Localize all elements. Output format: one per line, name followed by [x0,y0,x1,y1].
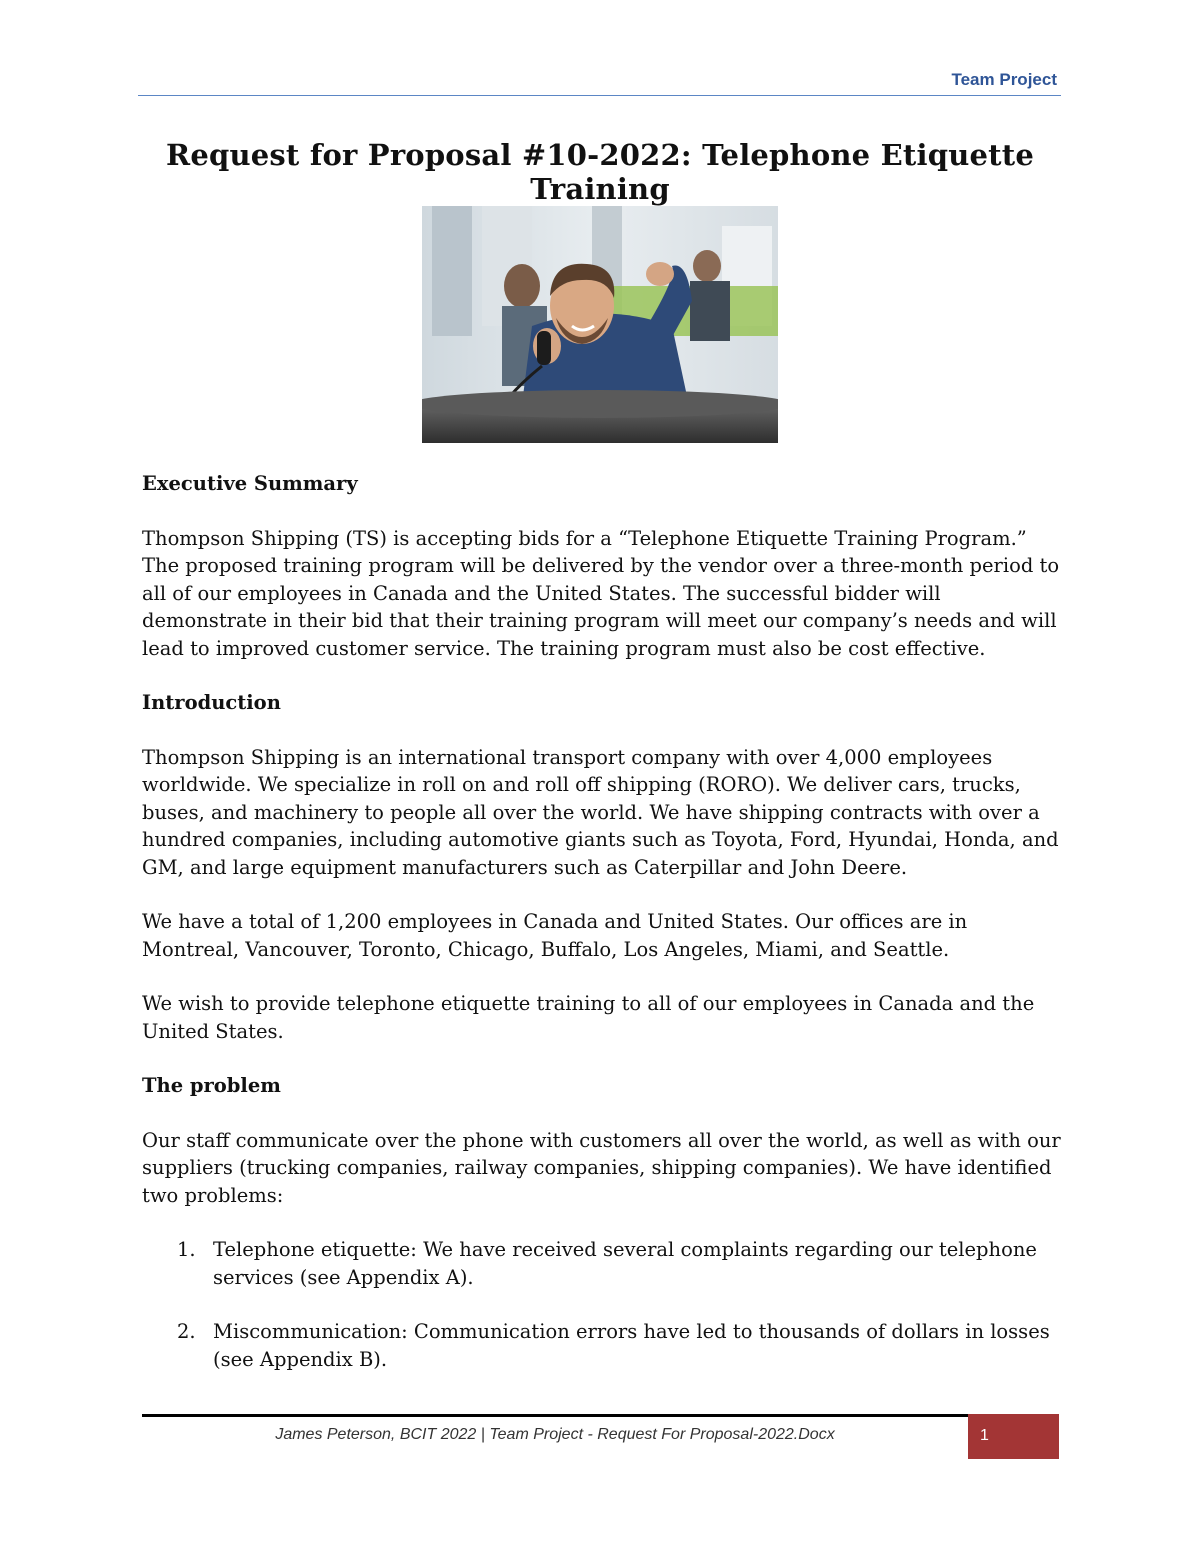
page-number: 1 [968,1414,1059,1459]
list-item [142,1318,1067,1373]
introduction-heading: Introduction [142,691,281,714]
list-item-text: Miscommunication: Communication errors have led to thousands of dollars in losses (see Appendix B). [213,1320,1050,1371]
list-item [142,1236,1067,1291]
executive-summary-heading: Executive Summary [142,472,358,495]
introduction-paragraph: We have a total of 1,200 employees in Canada and United States. Our offices are in Montreal, Vancouver, Toronto, Chicago, Buffalo, Los Angeles, Miami, and Seattle. [142,910,968,961]
problem-heading: The problem [142,1074,281,1097]
footer-rule [142,1414,968,1417]
executive-summary-paragraph: Thompson Shipping (TS) is accepting bids for a “Telephone Etiquette Training Program.” The proposed training program will be delivered by the vendor over a three-month period to all of our employees in Canada and the United States. The successful bidder will demonstrate in their bid that their training program will meet our company’s needs and will lead to improved customer service. The training program must also be cost effective. [142,526,1060,660]
list-item-number: 2. [177,1320,196,1343]
footer-text: James Peterson, BCIT 2022 | Team Project - Request For Proposal-2022.Docx [275,1426,835,1443]
problem-paragraph: Our staff communicate over the phone with customers all over the world, as well as with our suppliers (trucking companies, railway companies, shipping companies). We have identified two problems: [142,1128,1061,1207]
introduction-paragraph: Thompson Shipping is an international transport company with over 4,000 employees worldwide. We specialize in roll on and roll off shipping (RORO). We deliver cars, trucks, buses, and machinery to people all over the world. We have shipping contracts with over a hundred companies, including automotive giants such as Toyota, Ford, Hyundai, Honda, and GM, and large equipment manufacturers such as Caterpillar and John Deere. [142,745,1059,879]
document-title: Request for Proposal #10-2022: Telephone Etiquette Training [166,138,1034,206]
list-item-text: Telephone etiquette: We have received several complaints regarding our telephone services (see Appendix A). [213,1238,1037,1289]
hero-photo [422,206,778,443]
header-label: Team Project [951,70,1057,89]
introduction-paragraph: We wish to provide telephone etiquette training to all of our employees in Canada and the United States. [142,992,1035,1043]
problem-list [142,1236,1067,1373]
header-rule [138,95,1061,96]
document-body [142,470,1067,1400]
list-item-number: 1. [177,1238,196,1261]
